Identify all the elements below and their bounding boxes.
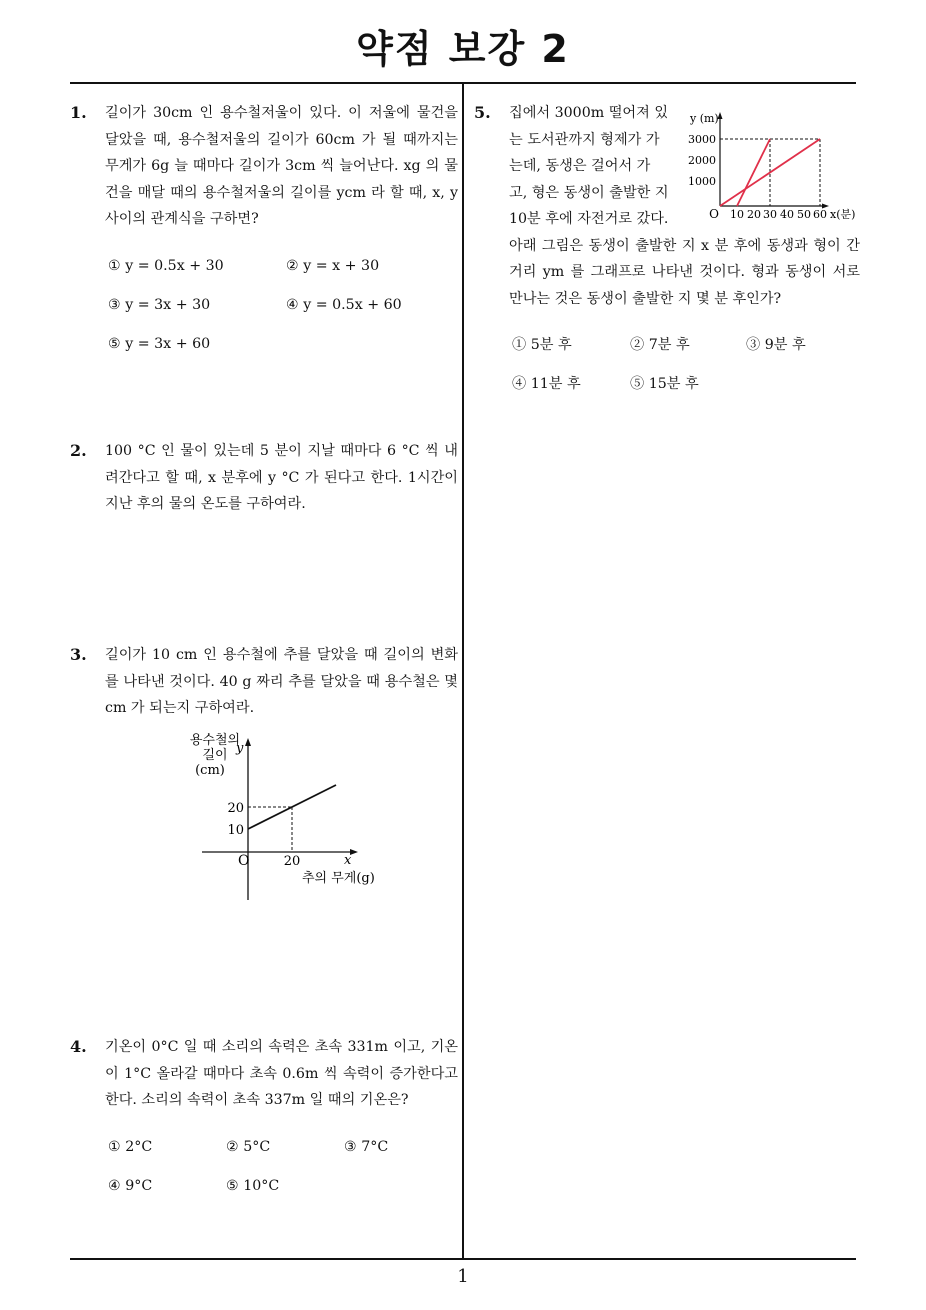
option-3[interactable]: ③ y = 3x + 30 (108, 297, 211, 313)
x-tick-20: 20 (747, 208, 761, 221)
column-divider (462, 82, 464, 1259)
text-line: 집에서 3000m 떨어져 있 (509, 105, 669, 121)
origin-label: O (238, 853, 250, 869)
distance-time-graph (684, 106, 864, 224)
question-number: 1. (70, 103, 87, 122)
question-3 (70, 642, 458, 722)
question-text: 기온이 0°C 일 때 소리의 속력은 초속 331m 이고, 기온이 1°C 올라갈 때마다 초속 0.6m 씩 속력이 증가한다고 한다. 소리의 속력이 초속 337m 일 때의 기온은? (105, 1039, 458, 1108)
option-4[interactable]: ④ 11분 후 (512, 376, 581, 392)
option-1[interactable]: ① y = 0.5x + 30 (108, 258, 224, 274)
option-1[interactable]: ① 2°C (108, 1139, 153, 1155)
text-line: 10분 후에 자전거로 갔다. (509, 211, 669, 227)
graph-ylabel-line2: 길이 (202, 748, 228, 763)
x-tick-60: 60 (813, 208, 827, 221)
graph-ylabel-line1: 용수철의 (189, 733, 241, 748)
option-3[interactable]: ③ 7°C (344, 1139, 389, 1155)
origin-label: O (709, 207, 719, 221)
spring-length-graph (170, 728, 400, 908)
question-1 (70, 100, 458, 233)
question-text-rest: 아래 그림은 동생이 출발한 지 x 분 후에 동생과 형이 간 거리 ym 를 그래프로 나타낸 것이다. 형과 동생이 서로 만나는 것은 동생이 출발한 지 몇 분 후인가? (509, 237, 860, 307)
graph-ylabel-line3: (cm) (195, 763, 225, 778)
text-line: 는 도서관까지 형제가 가 (509, 131, 660, 148)
question-number: 5. (474, 103, 491, 122)
graph-y-variable: y (236, 741, 244, 756)
page-number: 1 (457, 1266, 469, 1287)
text-line: 는데, 동생은 걸어서 가 (509, 158, 651, 174)
y-tick-20: 20 (227, 801, 244, 816)
option-4[interactable]: ④ y = 0.5x + 60 (286, 297, 402, 313)
text-line: 고, 형은 동생이 출발한 지 (509, 184, 669, 201)
y-tick-1000: 1000 (688, 175, 716, 188)
x-tick-40: 40 (780, 208, 794, 221)
option-5[interactable]: ⑤ y = 3x + 60 (108, 336, 211, 352)
y-tick-2000: 2000 (688, 154, 716, 167)
older-sibling-line (737, 139, 770, 206)
y-tick-3000: 3000 (688, 133, 716, 146)
x-tick-20: 20 (283, 854, 301, 869)
option-5[interactable]: ⑤ 10°C (226, 1178, 280, 1194)
question-2 (70, 438, 458, 518)
question-number: 3. (70, 645, 87, 664)
option-2[interactable]: ② 7분 후 (630, 337, 690, 353)
option-5[interactable]: ⑤ 15분 후 (630, 376, 699, 392)
y-tick-10: 10 (227, 823, 244, 838)
option-1[interactable]: ① 5분 후 (512, 337, 572, 353)
y-axis-arrow (245, 738, 251, 746)
x-tick-10: 10 (730, 208, 744, 221)
option-3[interactable]: ③ 9분 후 (746, 337, 806, 353)
bottom-rule (70, 1258, 856, 1260)
graph-xlabel: 추의 무게(g) (302, 871, 375, 886)
question-text: 길이가 30cm 인 용수철저울이 있다. 이 저울에 물건을 달았을 때, 용수철저울의 길이가 60cm 가 될 때까지는 무게가 6g 늘 때마다 길이가 3cm 씩 늘어난다. xg 의 물건을 매달 때의 용수철저울의 길이를 ycm 라 할 때, x, y 사이의 관계식을 구하면? (105, 105, 458, 227)
question-number: 4. (70, 1037, 87, 1056)
question-4 (70, 1034, 458, 1114)
question-text: 길이가 10 cm 인 용수철에 추를 달았을 때 길이의 변화를 나타낸 것이다. 40 g 짜리 추를 달았을 때 용수철은 몇 cm 가 되는지 구하여라. (105, 647, 458, 716)
x-tick-30: 30 (763, 208, 777, 221)
question-text: 100 °C 인 물이 있는데 5 분이 지날 때마다 6 °C 씩 내려간다고 할 때, x 분후에 y °C 가 된다고 한다. 1시간이 지난 후의 물의 온도를 구하여라. (105, 443, 458, 512)
option-4[interactable]: ④ 9°C (108, 1178, 153, 1194)
graph-ylabel: y (m) (690, 112, 719, 125)
question-number: 2. (70, 441, 87, 460)
graph-xlabel: x(분) (830, 208, 856, 221)
x-tick-50: 50 (797, 208, 811, 221)
page-title: 약점 보강 2 (356, 27, 570, 71)
graph-x-variable: x (344, 853, 352, 868)
option-2[interactable]: ② y = x + 30 (286, 258, 380, 274)
option-2[interactable]: ② 5°C (226, 1139, 271, 1155)
question-text-top (509, 100, 675, 233)
